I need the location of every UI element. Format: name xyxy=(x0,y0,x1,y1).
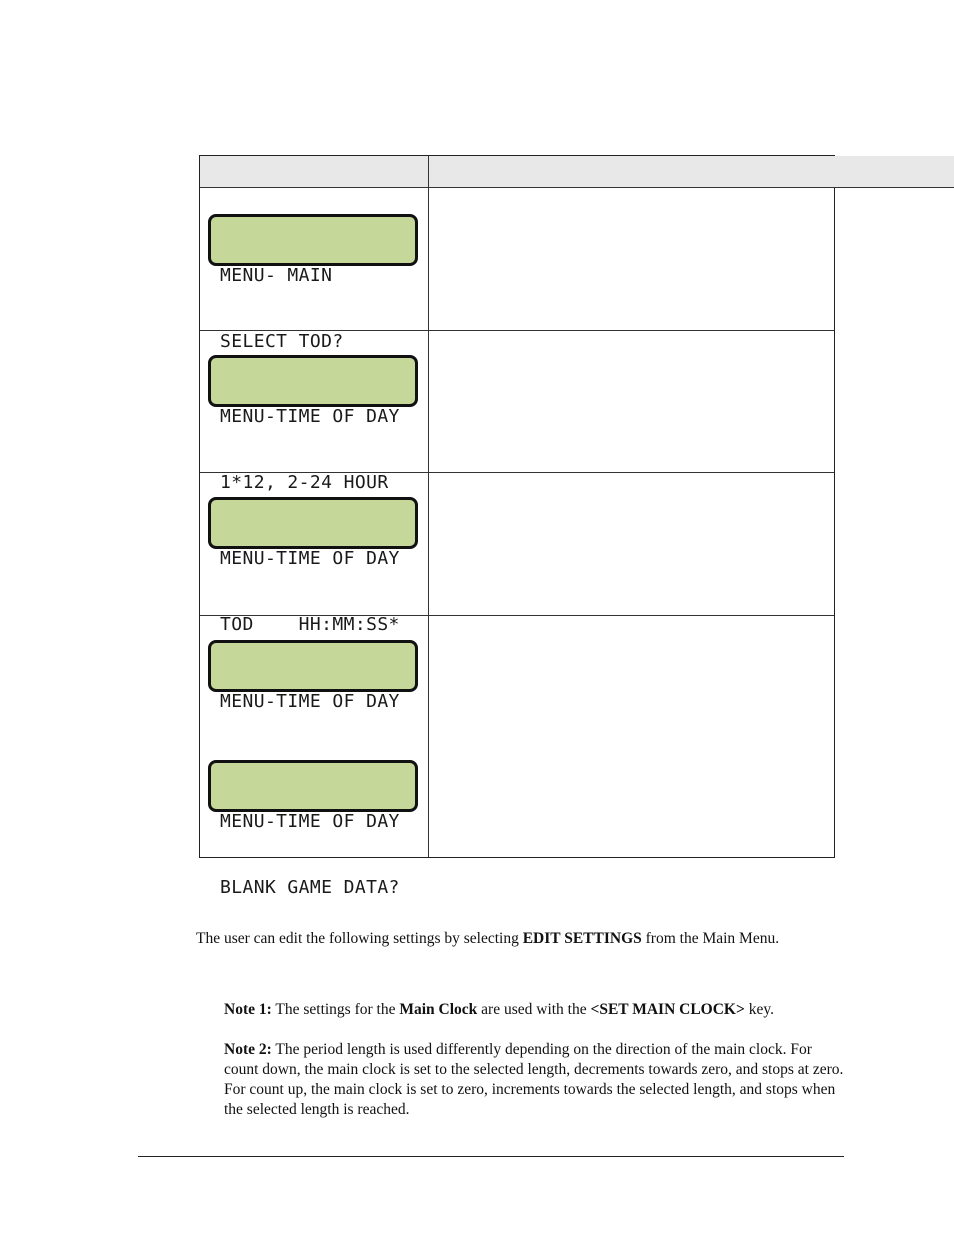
table-header-left xyxy=(200,156,429,188)
intro-paragraph xyxy=(196,929,846,949)
main-clock-emphasis: Main Clock xyxy=(399,1001,478,1018)
lcd-line-1: MENU-TIME OF DAY xyxy=(220,811,400,832)
note-1-text: are used with the xyxy=(477,1001,591,1018)
lcd-line-2: SELECT TOD? xyxy=(220,331,344,352)
table-header-right xyxy=(429,156,954,188)
lcd-display-main-menu xyxy=(208,214,418,352)
set-main-clock-key: <SET MAIN CLOCK> xyxy=(590,1001,745,1018)
intro-text: The user can edit the following settings by selecting xyxy=(196,930,523,947)
lcd-display-blank-game-data xyxy=(208,760,418,898)
note-2-text: The period length is used differently depending on the direction of the main clock. For count down, the main clock is set to the selected length, decrements towards zero, and stops at zero. For count up, the main clock is set to zero, increments towards the selected length, and stops when the selected length is reached. xyxy=(224,1041,844,1118)
note-1 xyxy=(224,1000,844,1020)
lcd-line-2: TOD HH:MM:SS* xyxy=(220,614,400,635)
lcd-line-1: MENU-TIME OF DAY xyxy=(220,548,400,569)
note-1-label: Note 1: xyxy=(224,1001,272,1018)
intro-text-end: from the Main Menu. xyxy=(641,930,780,947)
lcd-display-game-tod xyxy=(208,640,418,712)
menu-table xyxy=(199,155,835,898)
edit-settings-emphasis: EDIT SETTINGS xyxy=(522,930,642,947)
footer-rule xyxy=(138,1156,844,1157)
lcd-display-set-tod xyxy=(208,497,418,635)
note-2 xyxy=(224,1040,846,1120)
lcd-line-2: 1*12, 2-24 HOUR xyxy=(220,472,389,493)
lcd-line-1: MENU- MAIN xyxy=(220,265,333,286)
note-1-text: The settings for the xyxy=(271,1001,400,1018)
column-divider xyxy=(428,188,429,857)
lcd-line-2: BLANK GAME DATA? xyxy=(220,877,400,898)
note-1-text: key. xyxy=(744,1001,774,1018)
lcd-line-1: MENU-TIME OF DAY xyxy=(220,691,400,712)
lcd-line-1: MENU-TIME OF DAY xyxy=(220,406,400,427)
lcd-display-hour-format xyxy=(208,355,418,493)
note-2-label: Note 2: xyxy=(224,1041,272,1058)
